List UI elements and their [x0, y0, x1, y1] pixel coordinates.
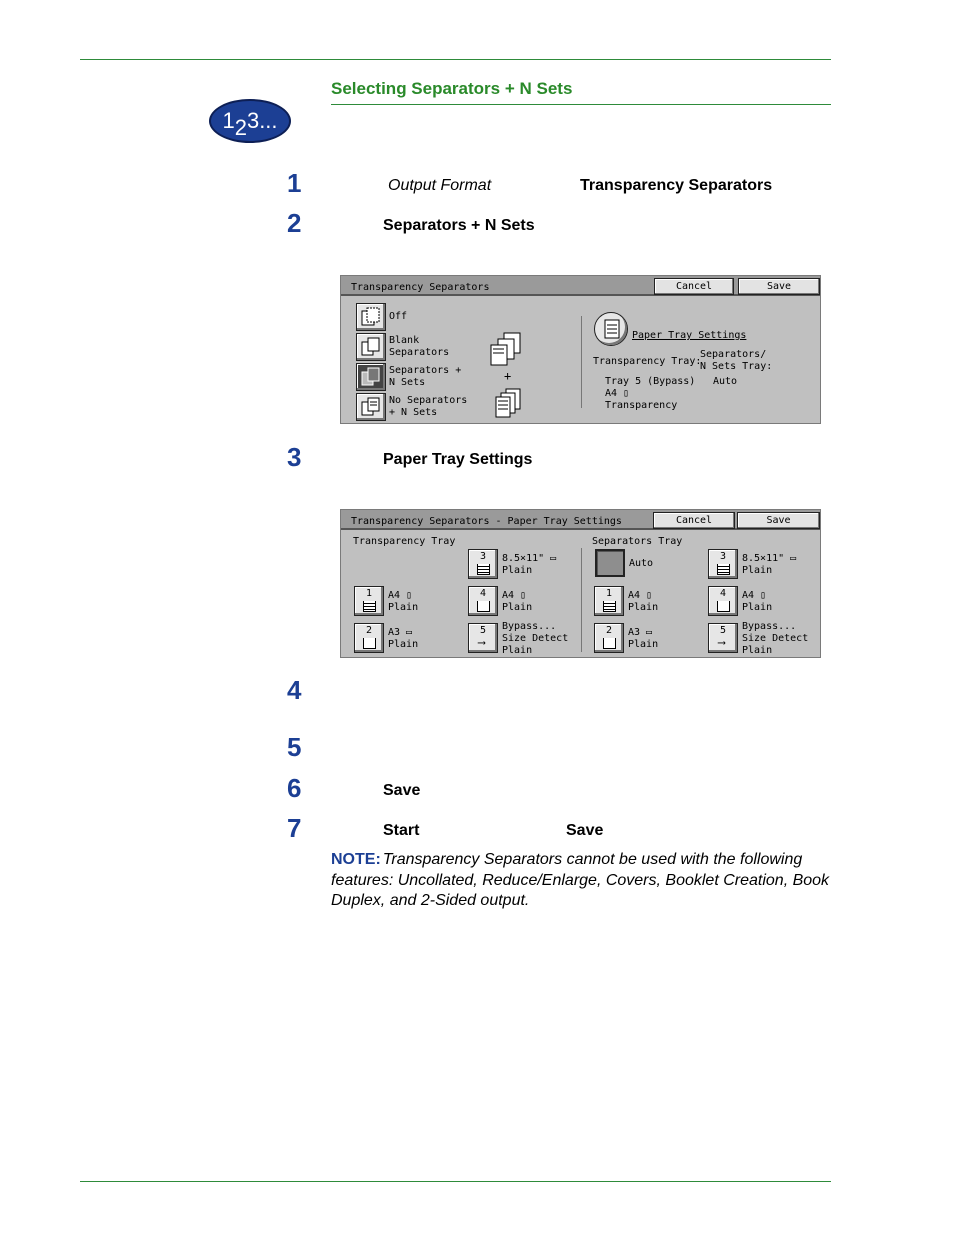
save-button[interactable]: Save [738, 278, 820, 295]
separators-auto-button[interactable] [595, 549, 625, 577]
transparency-tray-value: Tray 5 (Bypass) A4 ▯ Transparency [605, 376, 696, 411]
screen-title-bar [341, 276, 820, 296]
step-number: 7 [287, 813, 302, 843]
option-blank-separators-label: Blank Separators [389, 335, 450, 358]
section-rule [331, 104, 831, 105]
transparency-tray-5-button[interactable]: 5 ⟶ [468, 623, 498, 653]
separators-tray-3-button[interactable]: 3 [708, 549, 738, 579]
separators-tray-5-button[interactable]: 5 ⟶ [708, 623, 738, 653]
note-label: NOTE: [331, 851, 381, 868]
separators-tray-2-button[interactable]: 2 [594, 623, 624, 653]
blank-separators-icon [361, 337, 381, 357]
transparency-tray-label: Transparency Tray: [593, 356, 702, 367]
plus-sign: + [504, 369, 512, 383]
paper-tray-settings-link[interactable]: Paper Tray Settings [632, 330, 747, 341]
step-1-feature-name: Transparency Separators [580, 177, 773, 194]
tray-1-label: A4 ▯ Plain [628, 590, 659, 613]
step-7-save-name: Save [566, 822, 604, 839]
step-6-button-name: Save [383, 782, 421, 799]
tray-3-label: 8.5×11" ▭ Plain [742, 553, 797, 576]
save-button[interactable]: Save [737, 512, 820, 529]
step-number: 4 [287, 675, 302, 705]
section-title: Selecting Separators + N Sets [331, 79, 573, 98]
note-paragraph [331, 850, 836, 912]
step-3-button-name: Paper Tray Settings [383, 451, 533, 468]
transparency-tray-2-button[interactable]: 2 [354, 623, 384, 653]
steps-badge-icon: 1 2 3... [209, 99, 291, 143]
screen-divider [581, 316, 582, 408]
step-number: 3 [287, 442, 302, 472]
transparency-tray-1-button[interactable]: 1 [354, 586, 384, 616]
transparency-tray-4-button[interactable]: 4 [468, 586, 498, 616]
separators-tray-heading: Separators Tray [592, 536, 683, 547]
tray-4-label: A4 ▯ Plain [502, 590, 533, 613]
transparency-separators-screen [340, 275, 821, 424]
tray-4-label: A4 ▯ Plain [742, 590, 773, 613]
paper-tray-settings-screen [340, 509, 821, 658]
off-icon [361, 307, 381, 327]
option-separators-n-sets-button[interactable] [356, 363, 386, 391]
separators-tray-value: Auto [713, 376, 738, 387]
separators-n-sets-icon [361, 367, 381, 387]
paper-tray-settings-button[interactable] [594, 312, 628, 346]
step-2-option-name: Separators + N Sets [383, 217, 535, 234]
step-7-start-name: Start [383, 822, 420, 839]
option-off-button[interactable] [356, 303, 386, 331]
separators-tray-label: Separators/ N Sets Tray: [700, 349, 773, 372]
tray-5-label: Bypass... Size Detect Plain [502, 621, 569, 656]
bottom-rule [80, 1181, 831, 1182]
separators-tray-4-button[interactable]: 4 [708, 586, 738, 616]
paper-tray-icon [602, 319, 622, 339]
cancel-button[interactable]: Cancel [653, 512, 735, 529]
tray-5-label: Bypass... Size Detect Plain [742, 621, 809, 656]
transparency-tray-heading: Transparency Tray [353, 536, 456, 547]
no-separators-icon [361, 397, 381, 417]
screen-title: Transparency Separators - Paper Tray Settings [351, 516, 622, 527]
screen-divider [581, 548, 582, 652]
auto-label: Auto [629, 558, 654, 569]
option-no-separators-n-sets-button[interactable] [356, 393, 386, 421]
screen-title-bar [341, 510, 820, 530]
option-no-separators-n-sets-label: No Separators + N Sets [389, 395, 468, 418]
tray-2-label: A3 ▭ Plain [388, 627, 419, 650]
step-number: 1 [287, 168, 302, 198]
option-off-label: Off [389, 311, 408, 322]
top-rule [80, 59, 831, 60]
step-number: 2 [287, 208, 302, 238]
tray-1-label: A4 ▯ Plain [388, 590, 419, 613]
cancel-button[interactable]: Cancel [654, 278, 734, 295]
step-1-menu-name: Output Format [388, 177, 492, 194]
tray-3-label: 8.5×11" ▭ Plain [502, 553, 557, 576]
note-text: Transparency Separators cannot be used with the following features: Uncollated, Reduce/Enlarge, Covers, Booklet Creation, Book Duplex, and 2-Sided output. [331, 851, 830, 909]
step-number: 5 [287, 732, 302, 762]
screen-title: Transparency Separators [351, 282, 490, 293]
separators-tray-1-button[interactable]: 1 [594, 586, 624, 616]
option-separators-n-sets-label: Separators + N Sets [389, 365, 462, 388]
step-number: 6 [287, 773, 302, 803]
option-blank-separators-button[interactable] [356, 333, 386, 361]
transparency-tray-3-button[interactable]: 3 [468, 549, 498, 579]
tray-2-label: A3 ▭ Plain [628, 627, 659, 650]
